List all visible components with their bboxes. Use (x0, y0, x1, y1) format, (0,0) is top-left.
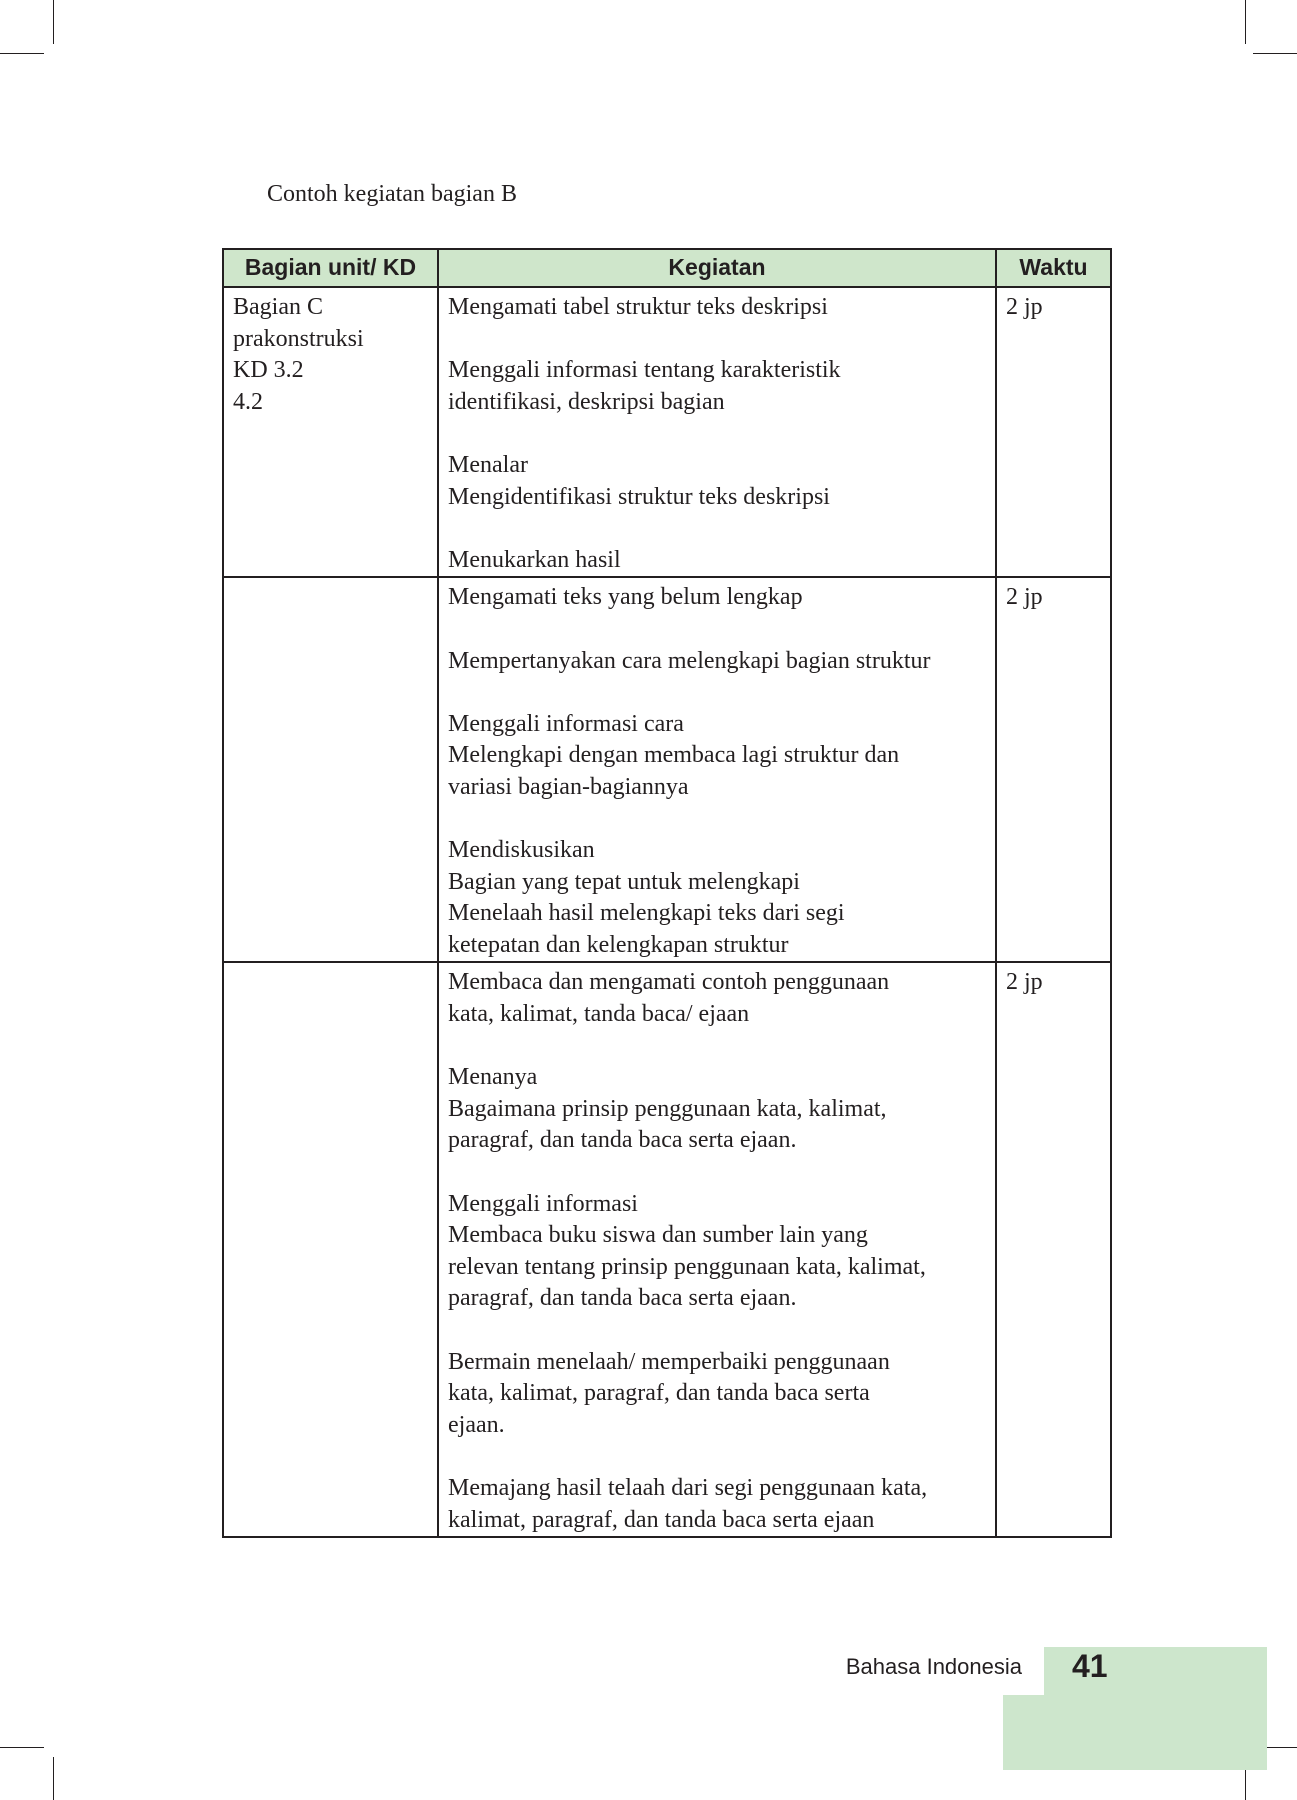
table-row (223, 577, 1111, 962)
crop-mark (0, 53, 44, 54)
crop-mark (0, 1747, 44, 1748)
cell-waktu: 2 jp (996, 287, 1111, 577)
crop-mark (1253, 53, 1297, 54)
crop-mark (1245, 0, 1246, 44)
header-waktu: Waktu (996, 249, 1111, 287)
cell-waktu: 2 jp (996, 962, 1111, 1537)
crop-mark (53, 0, 54, 44)
cell-unit: Bagian C prakonstruksi KD 3.2 4.2 (223, 287, 438, 577)
cell-kegiatan: Mengamati teks yang belum lengkap Mempertanyakan cara melengkapi bagian struktur Menggali informasi cara Melengkapi dengan membaca lagi struktur dan variasi bagian-bagiannya Mendiskusikan Bagian yang tepat untuk melengkapi Menelaah hasil melengkapi teks dari segi ketepatan dan kelengkapan struktur (438, 577, 996, 962)
crop-mark (53, 1757, 54, 1800)
table-header-row (223, 249, 1111, 287)
cell-waktu: 2 jp (996, 577, 1111, 962)
page-number: 41 (1072, 1648, 1108, 1684)
cell-kegiatan: Mengamati tabel struktur teks deskripsi Menggali informasi tentang karakteristik identifikasi, deskripsi bagian Menalar Mengidentifikasi struktur teks deskripsi Menukarkan hasil (438, 287, 996, 577)
activity-table (222, 248, 1112, 1538)
cell-unit (223, 577, 438, 962)
cell-unit (223, 962, 438, 1537)
table-row (223, 287, 1111, 577)
table-row (223, 962, 1111, 1537)
intro-text: Contoh kegiatan bagian B (267, 181, 517, 207)
header-unit: Bagian unit/ KD (223, 249, 438, 287)
header-kegiatan: Kegiatan (438, 249, 996, 287)
book-title: Bahasa Indonesia (845, 1654, 1022, 1679)
cell-kegiatan: Membaca dan mengamati contoh penggunaan kata, kalimat, tanda baca/ ejaan Menanya Bagaimana prinsip penggunaan kata, kalimat, paragraf, dan tanda baca serta ejaan. Menggali informasi Membaca buku siswa dan sumber lain yang relevan tentang prinsip penggunaan kata, kalimat, paragraf, dan tanda baca serta ejaan. Bermain menelaah/ memperbaiki penggunaan kata, kalimat, paragraf, dan tanda baca serta ejaan. Memajang hasil telaah dari segi penggunaan kata, kalimat, paragraf, dan tanda baca serta ejaan (438, 962, 996, 1537)
